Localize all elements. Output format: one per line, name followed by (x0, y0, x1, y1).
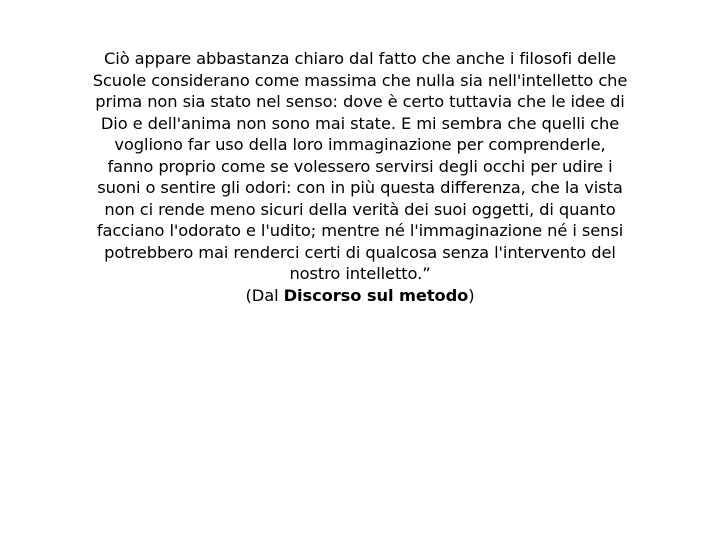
quote-line: Scuole considerano come massima che nulla sia nell'intelletto che (92, 70, 628, 90)
source-title: Discorso sul metodo (283, 285, 469, 305)
quote-line: fanno proprio come se volessero servirsi degli occhi per udire i (107, 156, 613, 176)
quote-line: non ci rende meno sicuri della verità dei suoi oggetti, di quanto (104, 199, 616, 219)
quote-line: potrebbero mai renderci certi di qualcosa senza l'intervento del (104, 242, 616, 262)
source-suffix: ) (468, 285, 475, 305)
quote-line: facciano l'odorato e l'udito; mentre né l'immaginazione né i sensi (96, 221, 624, 240)
source-prefix: (Dal (245, 285, 284, 305)
quote-text-block (70, 48, 650, 306)
quote-line: vogliono far uso della loro immaginazione per comprenderle, (114, 135, 606, 154)
quote-line: nostro intelletto.” (289, 264, 431, 283)
quote-line: suoni o sentire gli odori: con in più questa differenza, che la vista (97, 178, 623, 197)
source-citation (70, 285, 650, 307)
quote-line: Dio e dell'anima non sono mai state. E mi sembra che quelli che (100, 113, 620, 133)
quote-line: prima non sia stato nel senso: dove è certo tuttavia che le idee di (95, 92, 625, 111)
quote-line: Ciò appare abbastanza chiaro dal fatto che anche i filosofi delle (104, 49, 616, 68)
